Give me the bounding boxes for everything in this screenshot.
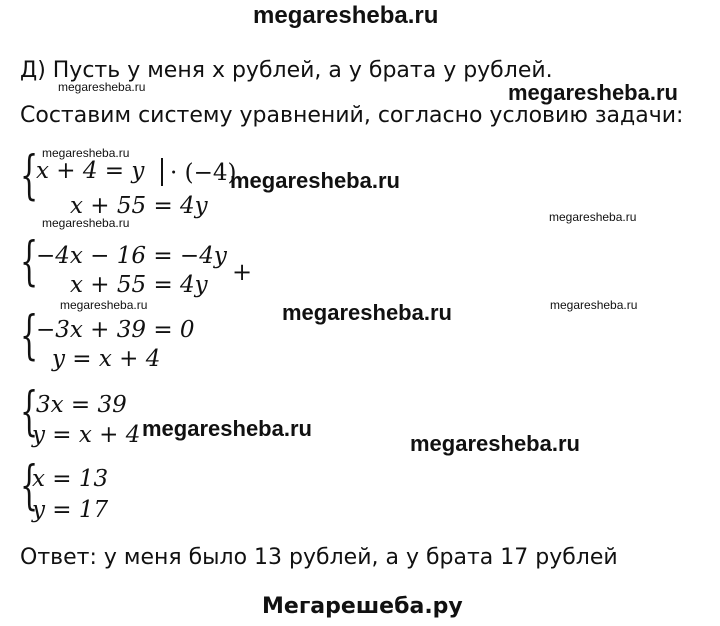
system-1-operation: · (−4)	[170, 160, 237, 186]
watermark-small: megaresheba.ru	[42, 216, 130, 230]
answer-line: Ответ: у меня было 13 рублей, а у брата 17 рублей	[20, 545, 618, 570]
watermark-big: megaresheba.ru	[230, 168, 400, 193]
system-4-eq1: 3x = 39	[36, 392, 127, 418]
watermark-big: megaresheba.ru	[410, 431, 580, 456]
system-3-eq1: −3x + 39 = 0	[36, 317, 195, 343]
system-5-eq2: y = 17	[32, 497, 109, 523]
system-brace: {	[20, 146, 39, 206]
system-2-eq1: −4x − 16 = −4y	[36, 243, 227, 269]
watermark-small: megaresheba.ru	[549, 210, 637, 224]
system-brace: {	[20, 456, 39, 516]
system-1-eq1: x + 4 = y	[36, 158, 145, 184]
system-brace: {	[20, 382, 39, 442]
system-3-eq2: y = x + 4	[52, 346, 161, 372]
watermark-big: megaresheba.ru	[508, 80, 678, 105]
watermark-small: megaresheba.ru	[60, 298, 148, 312]
watermark-small: megaresheba.ru	[58, 80, 146, 94]
system-brace: {	[20, 306, 39, 366]
watermark-small: megaresheba.ru	[550, 298, 638, 312]
system-2-eq2: x + 55 = 4y	[70, 272, 208, 298]
intro-line: Д) Пусть у меня x рублей, а у брата у рублей.	[20, 58, 553, 83]
multiply-bar	[161, 158, 163, 186]
setup-line: Составим систему уравнений, согласно условию задачи:	[20, 103, 684, 128]
system-5-eq1: x = 13	[32, 466, 109, 492]
footer-site-title: Мегарешеба.ру	[262, 594, 463, 619]
watermark-big: megaresheba.ru	[142, 416, 312, 441]
header-site-title: megaresheba.ru	[253, 2, 439, 29]
system-brace: {	[20, 232, 39, 292]
system-1-eq2: x + 55 = 4y	[70, 193, 208, 219]
watermark-small: megaresheba.ru	[42, 146, 130, 160]
watermark-big: megaresheba.ru	[282, 300, 452, 325]
system-4-eq2: y = x + 4	[32, 422, 141, 448]
system-2-operation: +	[232, 258, 253, 286]
